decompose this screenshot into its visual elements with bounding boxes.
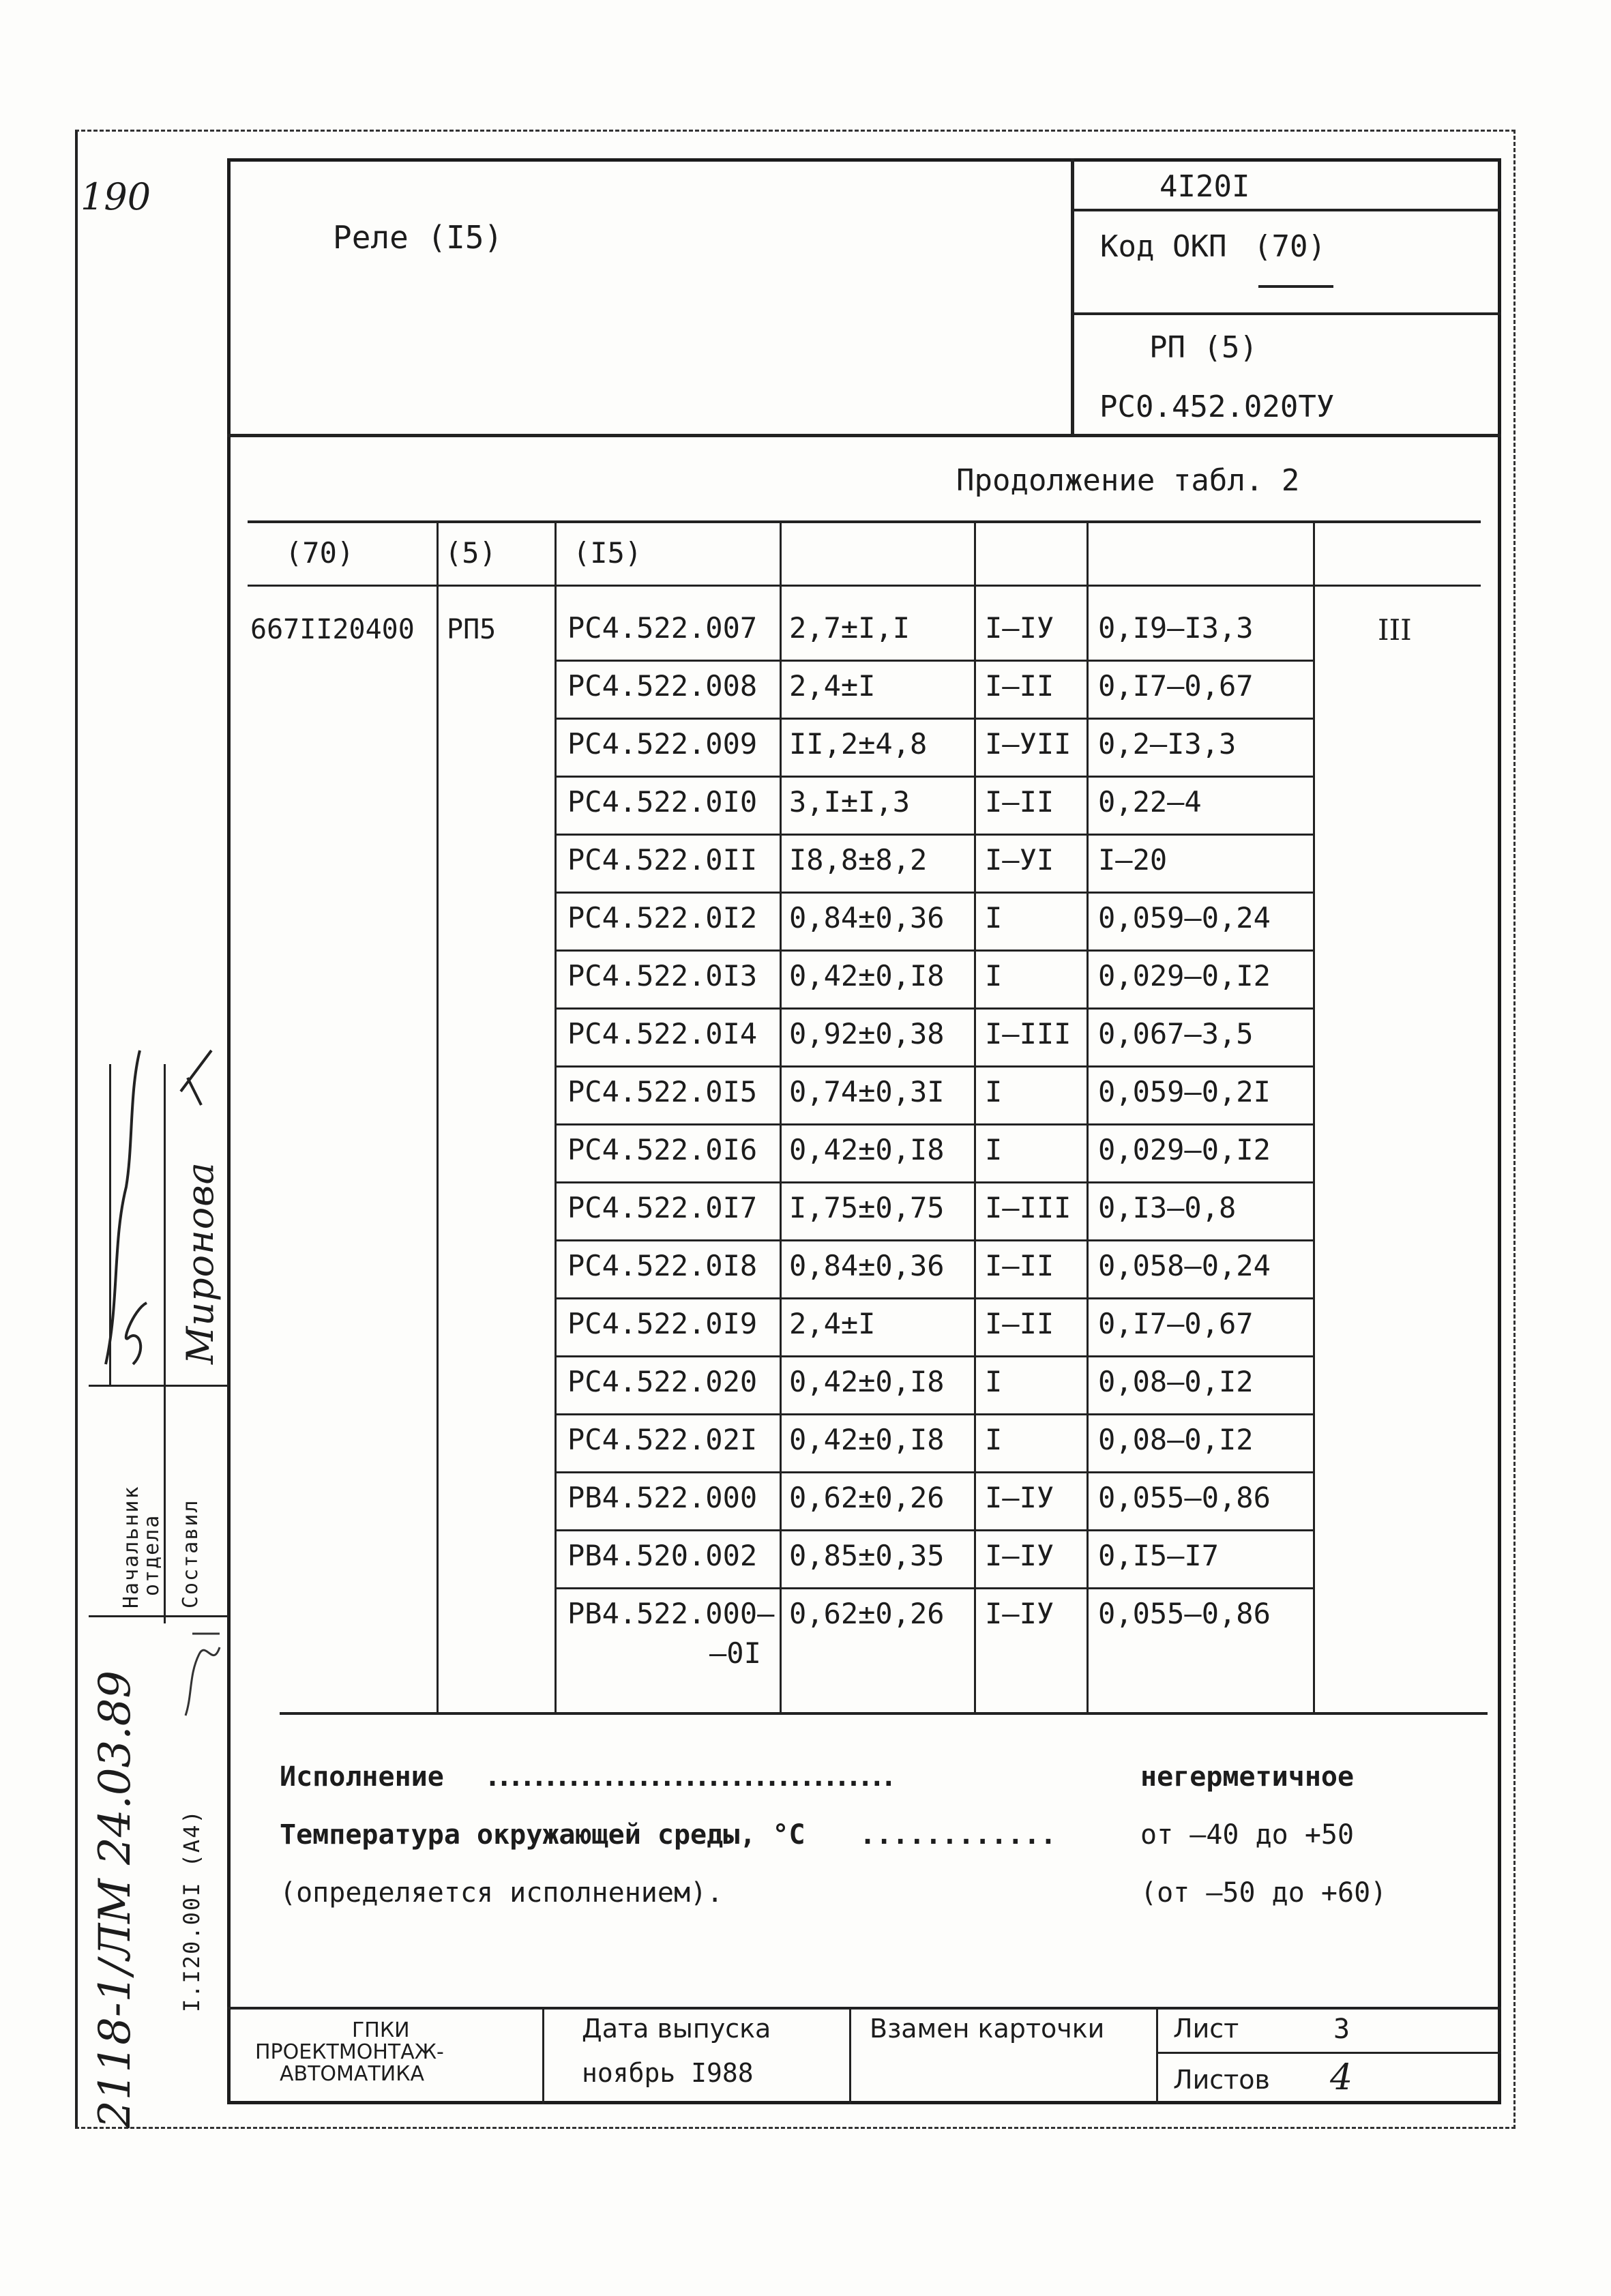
okp-label: Код ОКП bbox=[1100, 229, 1227, 264]
row-divider bbox=[555, 718, 1313, 720]
note-determined-value: (от –50 до +60) bbox=[1140, 1877, 1387, 1909]
note-temperature-label: Температура окружающей среды, °С bbox=[280, 1819, 806, 1851]
form-code: I.I20.00I (А4) bbox=[179, 1809, 205, 2012]
cell-limits: 0,I7–0,67 bbox=[1098, 1307, 1254, 1340]
row-divider bbox=[555, 1181, 1313, 1183]
note-execution-value: негерметичное bbox=[1140, 1761, 1355, 1793]
cell-range: I–IУ bbox=[985, 611, 1054, 645]
cell-designation: РС4.522.0I9 bbox=[567, 1307, 758, 1340]
row-divider bbox=[555, 892, 1313, 894]
head-signature bbox=[92, 1010, 215, 1378]
cell-range: I bbox=[985, 1075, 1003, 1108]
product-title: Реле (I5) bbox=[333, 219, 503, 256]
sheets-value: 4 bbox=[1330, 2057, 1353, 2098]
cell-limits: 0,055–0,86 bbox=[1098, 1597, 1271, 1630]
row-divider bbox=[555, 1413, 1313, 1415]
cell-designation: РС4.522.0I2 bbox=[567, 901, 758, 934]
cell-designation: РС4.522.0I4 bbox=[567, 1017, 758, 1050]
cell-designation: РС4.522.02I bbox=[567, 1423, 758, 1456]
cell-value: 2,4±I bbox=[789, 1307, 876, 1340]
cell-value: 0,92±0,38 bbox=[789, 1017, 945, 1050]
row-divider bbox=[555, 1007, 1313, 1010]
registration-stamp: 2118-1/ЛМ 24.03.89 bbox=[90, 1670, 141, 2128]
cell-value: 0,42±0,I8 bbox=[789, 1365, 945, 1398]
cell-range: I–II bbox=[985, 1249, 1054, 1282]
composed-by-label: Составил bbox=[179, 1499, 203, 1608]
cell-limits: 0,08–0,I2 bbox=[1098, 1365, 1254, 1398]
row-divider bbox=[555, 1529, 1313, 1531]
cell-designation: РС4.522.0II bbox=[567, 843, 758, 877]
cell-range: I bbox=[985, 1133, 1003, 1166]
note-temperature-value: от –40 до +50 bbox=[1140, 1819, 1355, 1851]
small-signature bbox=[179, 1627, 233, 1722]
cell-value: I,75±0,75 bbox=[789, 1191, 945, 1224]
row-divider bbox=[555, 1355, 1313, 1357]
rp-label: РП (5) bbox=[1149, 330, 1258, 365]
cell-value: 0,42±0,I8 bbox=[789, 959, 945, 992]
row-divider bbox=[555, 1123, 1313, 1125]
cell-limits: 0,059–0,2I bbox=[1098, 1075, 1271, 1108]
col-header-15: (I5) bbox=[573, 536, 642, 570]
cell-value: 0,74±0,3I bbox=[789, 1075, 945, 1108]
composer-signature: Миронова bbox=[179, 1162, 222, 1364]
org-line-2: ПРОЕКТМОНТАЖ- bbox=[255, 2040, 444, 2064]
cell-limits: 0,I7–0,67 bbox=[1098, 669, 1254, 703]
row-divider bbox=[555, 1297, 1313, 1299]
cell-designation: РС4.522.009 bbox=[567, 727, 758, 761]
cell-limits: 0,029–0,I2 bbox=[1098, 1133, 1271, 1166]
cell-limits: 0,2–I3,3 bbox=[1098, 727, 1237, 761]
cell-limits: 0,I9–I3,3 bbox=[1098, 611, 1254, 645]
cell-designation: РС4.522.0I3 bbox=[567, 959, 758, 992]
okp-code: 667II20400 bbox=[250, 614, 415, 645]
cell-range: I bbox=[985, 959, 1003, 992]
row-divider bbox=[555, 660, 1313, 662]
note-determined-label: (определяется исполнением). bbox=[280, 1877, 724, 1909]
rp-code: РП5 bbox=[447, 614, 497, 645]
cell-value: 0,85±0,35 bbox=[789, 1539, 945, 1572]
cell-designation: РС4.522.0I8 bbox=[567, 1249, 758, 1282]
cell-value: II,2±4,8 bbox=[789, 727, 928, 761]
sheet-value: 3 bbox=[1333, 2014, 1350, 2045]
org-line-1: ГПКИ bbox=[352, 2018, 410, 2042]
cell-designation: РВ4.520.002 bbox=[567, 1539, 758, 1572]
cell-limits: 0,I5–I7 bbox=[1098, 1539, 1220, 1572]
cell-range: I–IУ bbox=[985, 1481, 1054, 1514]
cell-designation: РС4.522.007 bbox=[567, 611, 758, 645]
row-divider bbox=[555, 776, 1313, 778]
spec-code: РС0.452.020ТУ bbox=[1099, 389, 1335, 424]
row-divider bbox=[555, 950, 1313, 952]
cell-limits: 0,055–0,86 bbox=[1098, 1481, 1271, 1514]
cell-value: 0,42±0,I8 bbox=[789, 1423, 945, 1456]
cell-limits: 0,059–0,24 bbox=[1098, 901, 1271, 934]
org-line-3: АВТОМАТИКА bbox=[280, 2062, 425, 2086]
cell-value: 0,84±0,36 bbox=[789, 901, 945, 934]
head-of-dept-label-2: отдела bbox=[140, 1514, 164, 1596]
cell-limits: 0,067–3,5 bbox=[1098, 1017, 1254, 1050]
cell-designation: РВ4.522.000– bbox=[567, 1597, 775, 1630]
sheet-label: Лист bbox=[1173, 2014, 1239, 2044]
cell-limits: I–20 bbox=[1098, 843, 1168, 877]
cell-range: I–II bbox=[985, 785, 1054, 819]
cell-limits: 0,029–0,I2 bbox=[1098, 959, 1271, 992]
cell-limits: 0,22–4 bbox=[1098, 785, 1202, 819]
cell-range: I–II bbox=[985, 1307, 1054, 1340]
note-temperature-dots: ............ bbox=[859, 1819, 1056, 1851]
cell-range: I–III bbox=[985, 1191, 1071, 1224]
cell-value: 0,42±0,I8 bbox=[789, 1133, 945, 1166]
cell-range: I–УII bbox=[985, 727, 1071, 761]
cell-range: I–IУ bbox=[985, 1539, 1054, 1572]
cell-designation: РВ4.522.000 bbox=[567, 1481, 758, 1514]
cell-range: I–IУ bbox=[985, 1597, 1054, 1630]
cell-limits: 0,08–0,I2 bbox=[1098, 1423, 1254, 1456]
head-of-dept-label-1: Начальник bbox=[119, 1485, 143, 1608]
col-header-70: (70) bbox=[285, 536, 355, 570]
main-frame bbox=[227, 158, 1501, 2104]
okp-value: (70) bbox=[1254, 229, 1326, 264]
cell-designation: РС4.522.0I5 bbox=[567, 1075, 758, 1108]
cell-value: I8,8±8,2 bbox=[789, 843, 928, 877]
cell-value: 0,84±0,36 bbox=[789, 1249, 945, 1282]
page-number: 190 bbox=[80, 175, 151, 218]
row-divider bbox=[555, 1065, 1313, 1068]
row-divider bbox=[555, 834, 1313, 836]
cell-value: 0,62±0,26 bbox=[789, 1481, 945, 1514]
cell-designation: РС4.522.0I6 bbox=[567, 1133, 758, 1166]
cell-range: I bbox=[985, 1365, 1003, 1398]
cell-value: 0,62±0,26 bbox=[789, 1597, 945, 1630]
last-col-value: III bbox=[1378, 613, 1412, 647]
cell-value: 3,I±I,3 bbox=[789, 785, 911, 819]
col-header-5: (5) bbox=[445, 536, 497, 570]
cell-range: I bbox=[985, 1423, 1003, 1456]
note-execution-label: Исполнение bbox=[280, 1761, 444, 1793]
cell-designation: РС4.522.0I7 bbox=[567, 1191, 758, 1224]
row-divider bbox=[555, 1239, 1313, 1241]
note-execution-dots: ................................... bbox=[484, 1761, 892, 1793]
issue-date-label: Дата выпуска bbox=[582, 2014, 771, 2044]
cell-value: 2,7±I,I bbox=[789, 611, 911, 645]
row-divider bbox=[555, 1471, 1313, 1473]
cell-designation: РС4.522.008 bbox=[567, 669, 758, 703]
cell-limits: 0,I3–0,8 bbox=[1098, 1191, 1237, 1224]
cell-designation: РС4.522.0I0 bbox=[567, 785, 758, 819]
cell-designation-continued: –0I bbox=[709, 1636, 761, 1670]
sheets-label: Листов bbox=[1173, 2065, 1270, 2095]
table-title: Продолжение табл. 2 bbox=[956, 463, 1300, 498]
cell-range: I bbox=[985, 901, 1003, 934]
row-divider bbox=[555, 1587, 1313, 1589]
cell-range: I–III bbox=[985, 1017, 1071, 1050]
cell-limits: 0,058–0,24 bbox=[1098, 1249, 1271, 1282]
issue-date-value: ноябрь I988 bbox=[582, 2058, 754, 2088]
cell-designation: РС4.522.020 bbox=[567, 1365, 758, 1398]
cell-range: I–II bbox=[985, 669, 1054, 703]
cell-range: I–УI bbox=[985, 843, 1054, 877]
replace-card-label: Взамен карточки bbox=[870, 2014, 1105, 2044]
cell-value: 2,4±I bbox=[789, 669, 876, 703]
code-value: 4I20I bbox=[1159, 169, 1250, 204]
